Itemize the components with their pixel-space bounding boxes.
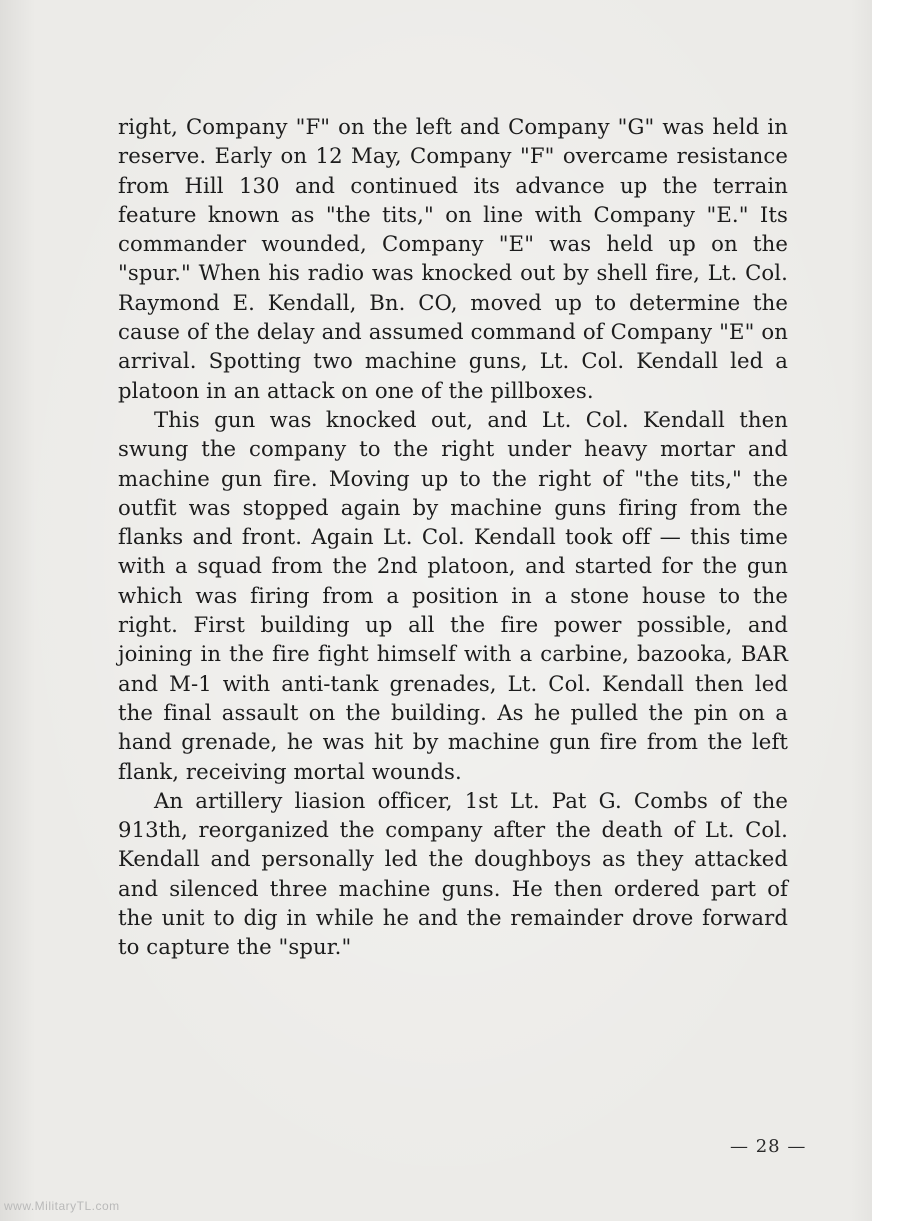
paragraph-3: An artillery liasion officer, 1st Lt. Pat G. Combs of the 913th, reorganized the company after the death of Lt. Col. Kendall and personally led the doughboys as they attacked and silenced three machine guns. He then ordered part of the unit to dig in while he and the remainder drove forward to capture the "spur." [118, 787, 788, 960]
paragraph-2: This gun was knocked out, and Lt. Col. Kendall then swung the company to the right under heavy mortar and machine gun fire. Moving up to the right of "the tits," the outfit was stopped again by machine guns firing from the flanks and front. Again Lt. Col. Kendall took off — this time with a squad from the 2nd platoon, and started for the gun which was firing from a position in a stone house to the right. First building up all the fire power possible, and joining in the fire fight himself with a carbine, bazooka, BAR and M-1 with anti-tank grenades, Lt. Col. Kendall then led the final assault on the building. As he pulled the pin on a hand grenade, he was hit by machine gun fire from the left flank, receiving mortal wounds. [118, 406, 788, 784]
paragraph-1: right, Company "F" on the left and Company "G" was held in reserve. Early on 12 May, Company "F" overcame resistance from Hill 130 and continued its advance up the terrain feature known as "the tits," on line with Company "E." Its commander wounded, Company "E" was held up on the "spur." When his radio was knocked out by shell fire, Lt. Col. Raymond E. Kendall, Bn. CO, moved up to determine the cause of the delay and assumed command of Company "E" on arrival. Spotting two machine guns, Lt. Col. Kendall led a platoon in an attack on one of the pillboxes. [118, 114, 788, 403]
page-edge [872, 0, 886, 1221]
body-text [118, 112, 788, 962]
page-number: — 28 — [730, 1136, 807, 1157]
watermark-text: www.MilitaryTL.com [4, 1199, 120, 1213]
